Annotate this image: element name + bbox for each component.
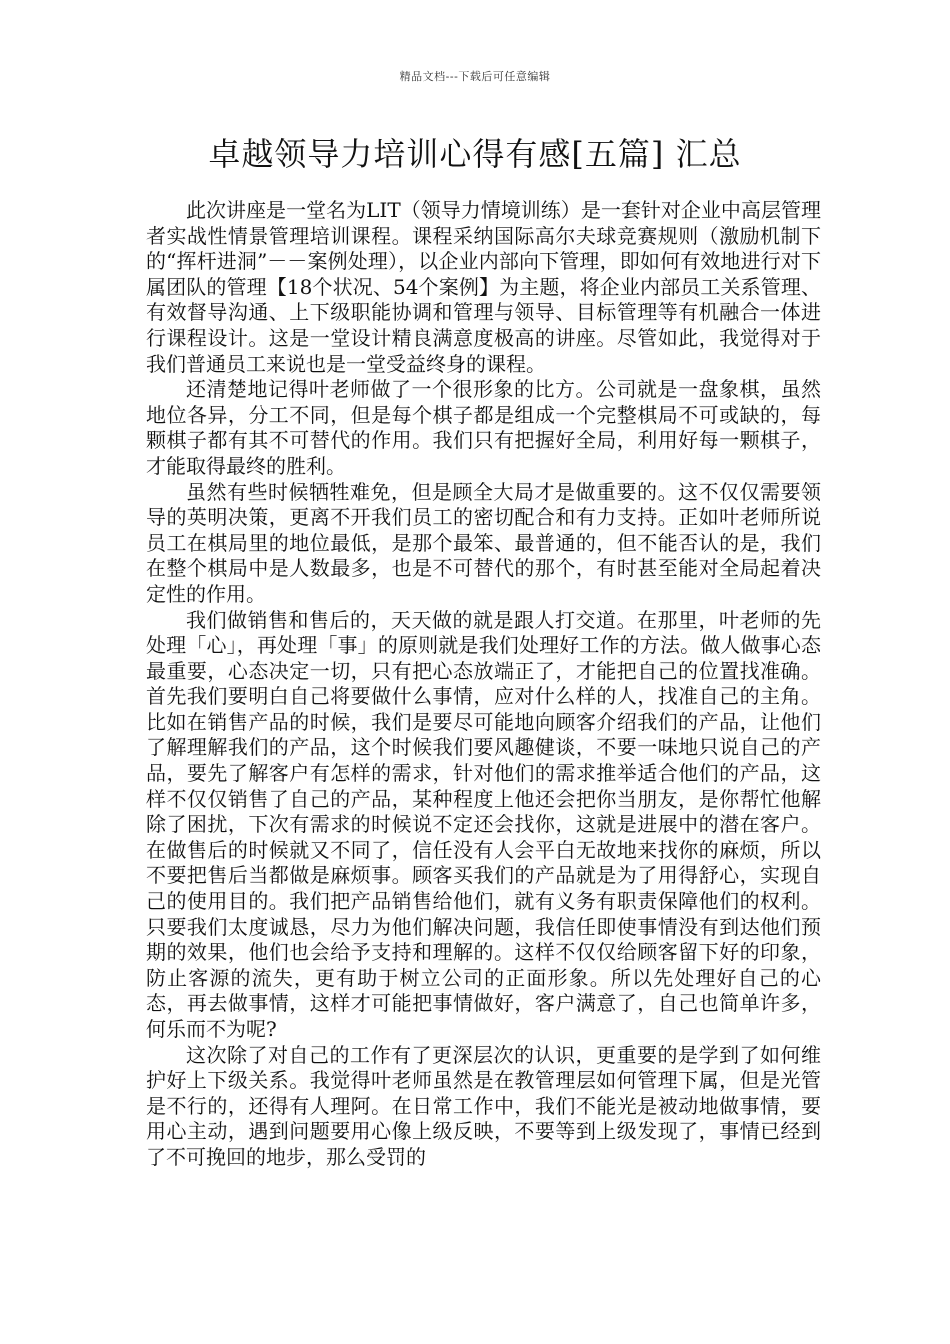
document-body [146,198,821,1171]
paragraph: 我们做销售和售后的，天天做的就是跟人打交道。在那里，叶老师的先处理「心」，再处理「事」的原则就是我们处理好工作的方法。做人做事心态最重要，心态决定一切，只有把心态放端正了，才能把自己的位置找准确。首先我们要明白自己将要做什么事情，应对什么样的人，找准自己的主角。比如在销售产品的时候，我们是要尽可能地向顾客介绍我们的产品，让他们了解理解我们的产品，这个时候我们要风趣健谈，不要一味地只说自己的产品，要先了解客户有怎样的需求，针对他们的需求推举适合他们的产品，这样不仅仅销售了自己的产品，某种程度上他还会把你当朋友，是你帮忙他解除了困扰，下次有需求的时候说不定还会找你，这就是进展中的潜在客户。在做售后的时候就又不同了，信任没有人会平白无故地来找你的麻烦，所以不要把售后当都做是麻烦事。顾客买我们的产品就是为了用得舒心，实现自己的使用目的。我们把产品销售给他们，就有义务有职责保障他们的权利。只要我们太度诚恳，尽力为他们解决问题，我信任即使事情没有到达他们预期的效果，他们也会给予支持和理解的。这样不仅仅给顾客留下好的印象，防止客源的流失，更有助于树立公司的正面形象。所以先处理好自己的心态，再去做事情，这样才可能把事情做好，客户满意了，自己也简单许多，何乐而不为呢? [146,607,821,1041]
document-title: 卓越领导力培训心得有感[五篇] 汇总 [208,135,742,173]
paragraph: 还清楚地记得叶老师做了一个很形象的比方。公司就是一盘象棋，虽然地位各异，分工不同，但是每个棋子都是组成一个完整棋局不可或缺的，每颗棋子都有其不可替代的作用。我们只有把握好全局，利用好每一颗棋子，才能取得最终的胜利。 [146,377,821,478]
paragraph: 虽然有些时候牺牲难免，但是顾全大局才是做重要的。这不仅仅需要领导的英明决策，更离不开我们员工的密切配合和有力支持。正如叶老师所说员工在棋局里的地位最低，是那个最笨、最普通的，但不能否认的是，我们在整个棋局中是人数最多，也是不可替代的那个，有时甚至能对全局起着决定性的作用。 [146,479,821,606]
paragraph: 这次除了对自己的工作有了更深层次的认识，更重要的是学到了如何维护好上下级关系。我觉得叶老师虽然是在教管理层如何管理下属，但是光管是不行的，还得有人理阿。在日常工作中，我们不能光是被动地做事情，要用心主动，遇到问题要用心像上级反映，不要等到上级发现了，事情已经到了不可挽回的地步，那么受罚的 [146,1042,821,1169]
header-note: 精品文档---下载后可任意编辑 [399,70,551,83]
paragraph: 此次讲座是一堂名为LIT（领导力情境训练）是一套针对企业中高层管理者实战性情景管理培训课程。课程采纳国际高尔夫球竞赛规则（激励机制下的“挥杆进洞”－－案例处理），以企业内部向下管理，即如何有效地进行对下属团队的管理【18个状况、54个案例】为主题，将企业内部员工关系管理、有效督导沟通、上下级职能协调和管理与领导、目标管理等有机融合一体进行课程设计。这是一堂设计精良满意度极高的讲座。尽管如此，我觉得对于我们普通员工来说也是一堂受益终身的课程。 [146,198,821,376]
